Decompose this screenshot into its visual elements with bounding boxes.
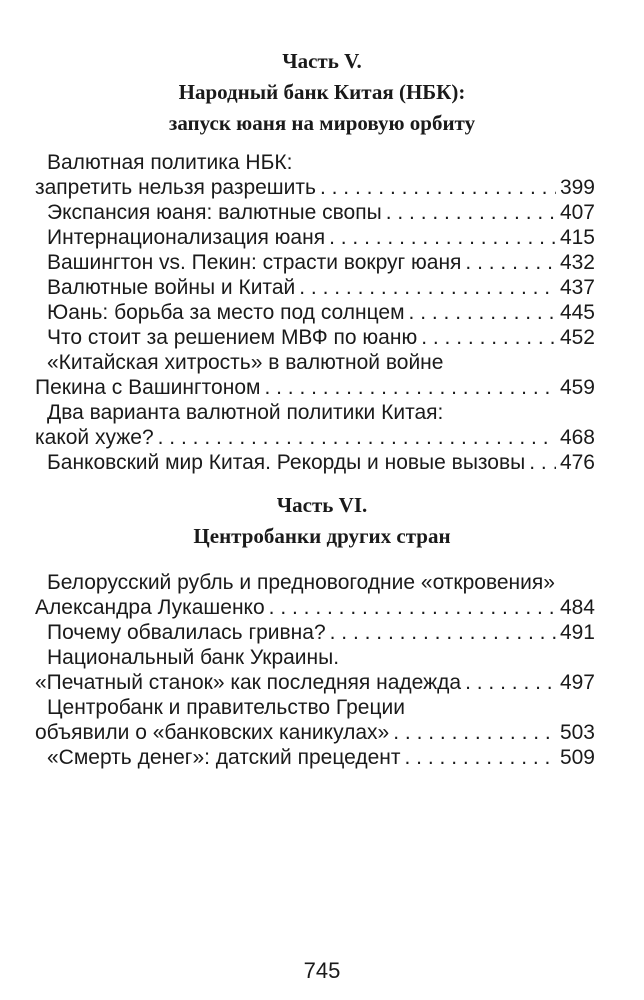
toc-entry-text: Александра Лукашенко (35, 596, 265, 619)
dot-leader (329, 225, 556, 250)
toc-entry[interactable] (35, 325, 595, 350)
toc-entry-text: Валютные войны и Китай (47, 276, 296, 299)
dot-leader (320, 175, 556, 200)
toc-page-number: 476 (559, 451, 595, 474)
toc-entry-text: Валютная политика НБК: (47, 151, 293, 174)
dot-leader (465, 670, 556, 695)
toc-page-number: 452 (559, 326, 595, 349)
toc-entry-text: Два варианта валютной политики Китая: (47, 401, 444, 424)
toc-entry[interactable] (35, 620, 595, 645)
toc-entry-text: Белорусский рубль и предновогодние «откровения» (47, 571, 555, 594)
toc-entry-text: Что стоит за решением МВФ по юаню (47, 326, 418, 349)
dot-leader (421, 325, 556, 350)
toc-entry[interactable] (35, 400, 595, 450)
toc-entry-text: Национальный банк Украины. (47, 646, 340, 669)
toc-entry-text: Почему обвалилась гривна? (47, 621, 326, 644)
toc-page-number: 415 (559, 226, 595, 249)
page-number: 745 (303, 958, 341, 983)
toc-page-number: 459 (559, 376, 595, 399)
toc-entry-text: запретить нельзя разрешить (35, 176, 316, 199)
toc-entry-text: «Печатный станок» как последняя надежда (35, 671, 462, 694)
toc-entry[interactable] (35, 225, 595, 250)
toc-entry-text: «Смерть денег»: датский прецедент (47, 746, 401, 769)
dot-leader (264, 375, 556, 400)
toc-entry-text: Юань: борьба за место под солнцем (47, 301, 405, 324)
toc-entry[interactable] (35, 250, 595, 275)
part-5-title-line-1: Народный банк Китая (НБК): (178, 80, 466, 104)
toc-page-number: 497 (559, 671, 595, 694)
toc-page-number: 432 (559, 251, 595, 274)
toc-entry[interactable] (35, 645, 595, 695)
toc-page-number: 437 (559, 276, 595, 299)
dot-leader (465, 250, 556, 275)
toc-entry[interactable] (35, 695, 595, 745)
dot-leader (299, 275, 556, 300)
toc-entry-text: Банковский мир Китая. Рекорды и новые вызовы (47, 451, 526, 474)
toc-entry-text: Экспансия юаня: валютные свопы (47, 201, 382, 224)
dot-leader (158, 425, 556, 450)
toc-entry-text: Вашингтон vs. Пекин: страсти вокруг юаня (47, 251, 462, 274)
part-6-heading (0, 490, 644, 552)
toc-page-number: 407 (559, 201, 595, 224)
dot-leader (405, 745, 556, 770)
toc-entry[interactable] (35, 275, 595, 300)
dot-leader (409, 300, 556, 325)
dot-leader (386, 200, 556, 225)
part-6-toc (35, 570, 595, 770)
dot-leader (269, 595, 556, 620)
toc-page-number: 503 (559, 721, 595, 744)
dot-leader (393, 720, 556, 745)
toc-entry[interactable] (35, 150, 595, 200)
toc-entry-text: «Китайская хитрость» в валютной войне (47, 351, 444, 374)
toc-entry-text: Центробанк и правительство Греции (47, 696, 405, 719)
part-5-heading (0, 46, 644, 139)
toc-entry-text: Интернационализация юаня (47, 226, 326, 249)
toc-entry[interactable] (35, 450, 595, 475)
toc-entry[interactable] (35, 570, 595, 620)
toc-page-number: 468 (559, 426, 595, 449)
toc-entry[interactable] (35, 200, 595, 225)
part-6-title: Центробанки других стран (193, 524, 451, 548)
part-6-number: Часть VI. (276, 493, 368, 517)
toc-entry[interactable] (35, 300, 595, 325)
toc-page-number: 484 (559, 596, 595, 619)
toc-page-number: 399 (559, 176, 595, 199)
part-5-title-line-2: запуск юаня на мировую орбиту (168, 111, 476, 135)
dot-leader (330, 620, 556, 645)
toc-entry-text: объявили о «банковских каникулах» (35, 721, 390, 744)
toc-entry-text: какой хуже? (35, 426, 154, 449)
toc-entry[interactable] (35, 350, 595, 400)
toc-entry-text: Пекина с Вашингтоном (35, 376, 261, 399)
part-5-toc (35, 150, 595, 475)
part-5-number: Часть V. (282, 49, 362, 73)
toc-page-number: 445 (559, 301, 595, 324)
toc-page-number: 491 (559, 621, 595, 644)
toc-entry[interactable] (35, 745, 595, 770)
toc-page-number: 509 (559, 746, 595, 769)
dot-leader (529, 450, 556, 475)
